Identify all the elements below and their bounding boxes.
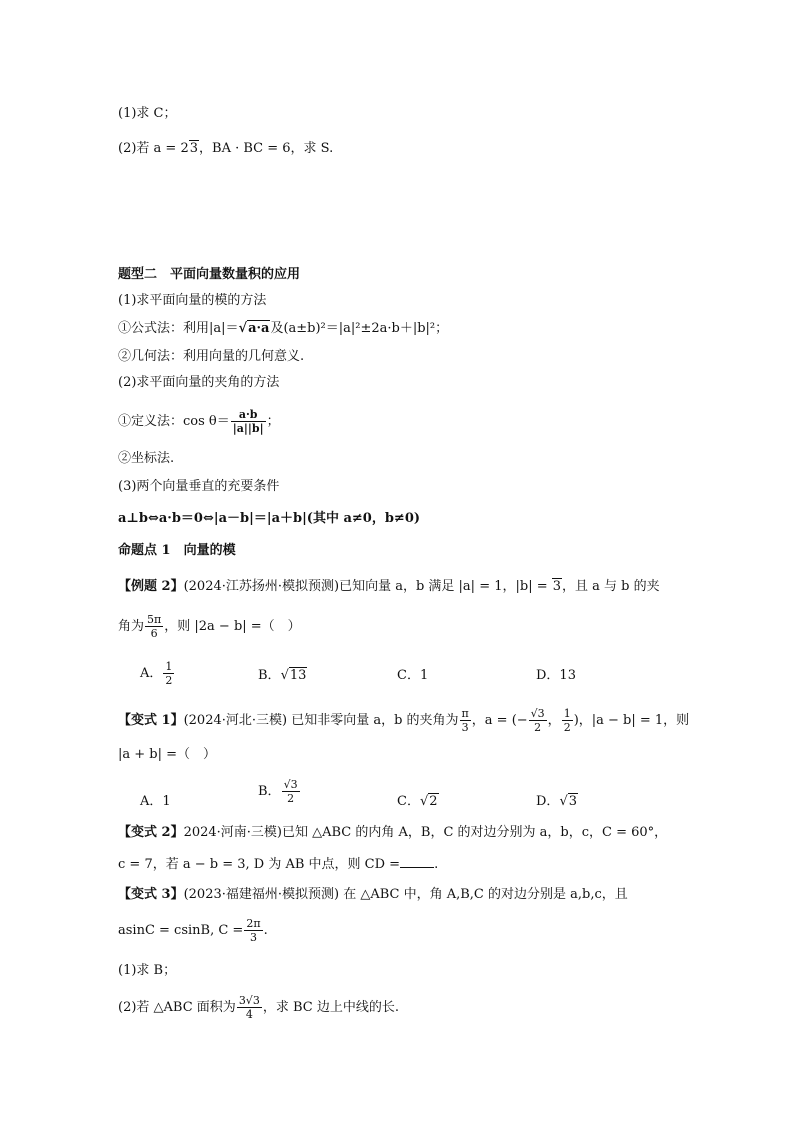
variant-1-option-b[interactable] [258, 778, 301, 805]
example-2-angle-num: 5π [147, 613, 162, 626]
variant-3-angle-den: 3 [249, 931, 257, 944]
variant-1-option-c[interactable]: C．√2 [397, 794, 438, 809]
variant-3-tag: 【变式 3】 [118, 887, 184, 902]
v1-option-b-num: √3 [283, 778, 298, 791]
coordinate-method: ②坐标法. [118, 451, 175, 466]
variant-1-option-a[interactable]: A．1 [140, 794, 171, 809]
variant-2-line2 [118, 856, 438, 874]
variant-1-tag: 【变式 1】 [118, 713, 184, 728]
formula-sqrt: a·a [248, 321, 270, 336]
example-2-angle-frac [145, 613, 163, 640]
perp-condition: a⊥b⇔a·b＝0⇔|a－b|＝|a＋b|(其中 a≠0，b≠0) [118, 511, 421, 526]
v1-option-c-sqrt: 2 [429, 794, 438, 809]
variant-3-q2-post: ，求 BC 边上中线的长. [262, 1000, 399, 1015]
example-2-angle-den: 6 [150, 627, 158, 640]
variant-3-dot: . [263, 923, 268, 938]
v1-option-c-label: C． [397, 794, 420, 809]
variant-1-comma: ， [547, 713, 561, 728]
option-a-num: 1 [165, 660, 173, 673]
variant-2-end: . [434, 857, 439, 872]
section-title: 题型二 平面向量数量积的应用 [118, 267, 301, 282]
formula-prefix: ①公式法：利用|a|＝ [118, 321, 239, 336]
variant-1-post: )，|a − b| = 1，则 [573, 713, 690, 728]
variant-1-text: (2024·河北·三模) 已知非零向量 a，b 的夹角为 [183, 713, 459, 728]
def-fraction [231, 408, 266, 435]
prev-q2-suffix: ，BA · BC = 6，求 S. [199, 141, 334, 156]
option-a-frac [163, 660, 174, 687]
variant-1-a-pre: ，a = (− [471, 713, 528, 728]
example-2-line1 [118, 578, 660, 596]
example-2-option-d[interactable]: D．13 [536, 668, 576, 683]
variant-1-a-y [562, 707, 573, 734]
def-numerator: a·b [231, 408, 266, 422]
variant-3-question-1: (1)求 B； [118, 963, 177, 978]
method-angle-heading: (2)求平面向量的夹角的方法 [118, 375, 280, 390]
definition-method [118, 408, 280, 436]
variant-1-line1 [118, 704, 689, 738]
variant-3-angle-num: 2π [246, 917, 261, 930]
def-denominator: |a||b| [232, 422, 264, 435]
topic-title: 命题点 1 向量的模 [118, 543, 236, 558]
variant-1-angle-den: 3 [461, 721, 469, 734]
example-2-option-b[interactable]: B．√13 [258, 668, 307, 683]
example-2-text-post: ，且 a 与 b 的夹 [562, 579, 660, 594]
example-2-option-a[interactable] [140, 660, 175, 687]
option-a-label: A． [140, 666, 163, 681]
variant-1-angle-num: π [461, 707, 469, 720]
variant-1-option-d[interactable]: D．√3 [536, 794, 578, 809]
variant-1-line2: |a + b| =（ ） [118, 747, 217, 762]
formula-method: ①公式法：利用|a|＝√a·a及(a±b)²＝|a|²±2a·b＋|b|²； [118, 321, 449, 336]
example-2-question: ，则 |2a − b| =（ ） [164, 619, 301, 634]
option-a-den: 2 [165, 674, 173, 687]
example-2-text: 已知向量 a，b 满足 |a| = 1，|b| = [339, 579, 552, 594]
def-suffix: ； [266, 414, 280, 429]
example-2-angle-pre: 角为 [118, 619, 145, 634]
variant-3-question-2 [118, 990, 399, 1026]
variant-3-angle [244, 917, 262, 944]
def-prefix: ①定义法：cos θ＝ [118, 414, 230, 429]
method-modulus-heading: (1)求平面向量的模的方法 [118, 293, 267, 308]
formula-suffix: 及(a±b)²＝|a|²±2a·b＋|b|²； [270, 321, 449, 336]
variant-1-ay-den: 2 [563, 721, 571, 734]
option-b-label: B． [258, 668, 281, 683]
variant-1-ay-num: 1 [563, 707, 571, 720]
example-2-tag: 【例题 2】 [118, 579, 184, 594]
variant-2-line1 [118, 824, 667, 842]
variant-2-text2: c = 7，若 a − b = 3, D 为 AB 中点，则 CD = [118, 857, 401, 872]
v1-option-b-label: B． [258, 784, 281, 799]
variant-1-angle [460, 707, 471, 734]
prev-question-2 [118, 140, 333, 158]
variant-3-area-num: 3√3 [238, 994, 260, 1007]
variant-3-area [237, 994, 262, 1021]
variant-3-q2-pre: (2)若 △ABC 面积为 [118, 1000, 236, 1015]
example-2-source: (2024·江苏扬州·模拟预测) [183, 579, 340, 594]
prev-question-1: (1)求 C； [118, 106, 177, 121]
variant-1-a-x [529, 707, 547, 734]
variant-2-text: 2024·河南·三模)已知 △ABC 的内角 A，B，C 的对边分别为 a，b，c，C = 60°， [183, 825, 668, 840]
option-b-sqrt: 13 [289, 668, 307, 683]
answer-blank[interactable] [400, 867, 434, 868]
perp-heading: (3)两个向量垂直的充要条件 [118, 479, 280, 494]
variant-3-line1 [118, 886, 628, 904]
prev-q2-sqrt: 3 [189, 141, 199, 156]
prev-q2-prefix: (2)若 a = 2 [118, 141, 189, 156]
variant-3-area-den: 4 [245, 1008, 253, 1021]
variant-3-cond: asinC = csinB, C = [118, 923, 244, 938]
v1-option-b-den: 2 [287, 792, 295, 805]
v1-option-d-label: D． [536, 794, 560, 809]
variant-1-ax-num: √3 [530, 707, 545, 720]
example-2-line2 [118, 612, 301, 642]
example-2-option-c[interactable]: C．1 [397, 668, 429, 683]
variant-2-tag: 【变式 2】 [118, 825, 184, 840]
example-2-sqrt: 3 [552, 579, 562, 594]
v1-option-d-sqrt: 3 [568, 794, 578, 809]
variant-3-text: (2023·福建福州·模拟预测) 在 △ABC 中，角 A,B,C 的对边分别是 a,b,c，且 [183, 887, 628, 902]
geometry-method: ②几何法：利用向量的几何意义. [118, 349, 305, 364]
variant-3-line2 [118, 916, 268, 946]
variant-1-ax-den: 2 [534, 721, 542, 734]
v1-option-b-frac [282, 778, 300, 805]
